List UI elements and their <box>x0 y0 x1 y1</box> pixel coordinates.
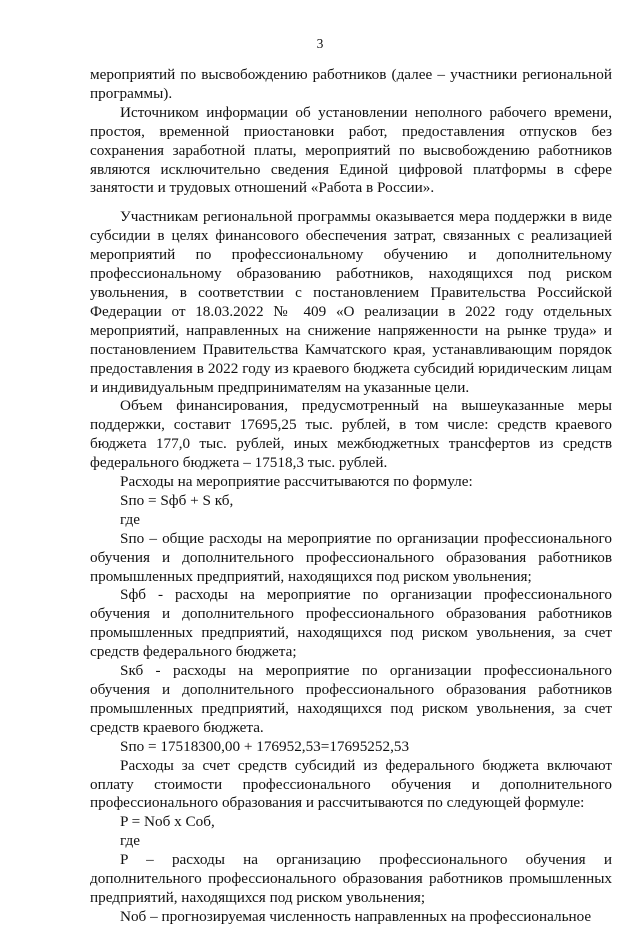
definition-paragraph: Sфб - расходы на мероприятие по организации профессионального обучения и дополнительного профессионального образования работников промышленных предприятий, находящихся под риском увольнения, за счет средств федерального бюджета; <box>90 586 612 661</box>
paragraph: Расходы на мероприятие рассчитываются по формуле: <box>120 473 473 491</box>
definition-paragraph: Sкб - расходы на мероприятие по организации профессионального обучения и дополнительного профессионального образования работников промышленных предприятий, находящихся под риском увольнения, за счет средств краевого бюджета. <box>90 662 612 736</box>
paragraph: где <box>120 510 140 528</box>
document-body <box>90 66 612 927</box>
definition-paragraph: Sпо – общие расходы на мероприятие по организации профессионального обучения и дополнительного профессионального образования работников промышленных предприятий, находящихся под риском увольнения; <box>90 529 612 585</box>
formula-line: Sпо = Sфб + S кб, <box>120 491 234 509</box>
paragraph: Расходы за счет средств субсидий из федерального бюджета включают оплату стоимости профессионального обучения и дополнительного профессионального образования и рассчитываются по следующей формуле: <box>90 756 612 812</box>
formula-line: P = Nоб х Cоб, <box>120 813 215 831</box>
definition-paragraph: Nоб – прогнозируемая численность направленных на профессиональное <box>120 907 592 925</box>
paragraph: Объем финансирования, предусмотренный на вышеуказанные меры поддержки, составит 17695,25 тыс. рублей, в том числе: средств краевого бюджета 177,0 тыс. рублей, иных межбюджетных трансфертов из средств федерального бюджета – 17518,3 тыс. рублей. <box>90 397 612 472</box>
definition-paragraph: P – расходы на организацию профессионального обучения и дополнительного профессионального образования работников промышленных предприятий, находящихся под риском увольнения; <box>90 851 612 906</box>
formula-line: Sпо = 17518300,00 + 176952,53=17695252,53 <box>120 737 410 755</box>
page-number: 3 <box>316 36 324 51</box>
paragraph: мероприятий по высвобождению работников (далее – участники региональной программы). <box>90 66 612 102</box>
paragraph: Участникам региональной программы оказывается мера поддержки в виде субсидии в целях финансового обеспечения затрат, связанных с реализацией мероприятий по профессиональному обучению и дополнительному профессиональному образованию работников, находящихся под риском увольнения, в соответствии с постановлением Правительства Российской Федерации от 18.03.2022 № 409 «О реализации в 2022 году отдельных мероприятий, направленных на снижение напряженности на рынке труда» и постановлением Правительства Камчатского края, устанавливающим порядок предоставления в 2022 году из краевого бюджета субсидий юридическим лицам и индивидуальным предпринимателям на указанные цели. <box>90 208 612 396</box>
paragraph: где <box>120 832 140 850</box>
paragraph: Источником информации об установлении неполного рабочего времени, простоя, временной приостановки работ, предоставления отпусков без сохранения заработной платы, мероприятий по высвобождению работников являются исключительно сведения Единой цифровой платформы в сфере занятости и трудовых отношений «Работа в России». <box>90 103 612 197</box>
